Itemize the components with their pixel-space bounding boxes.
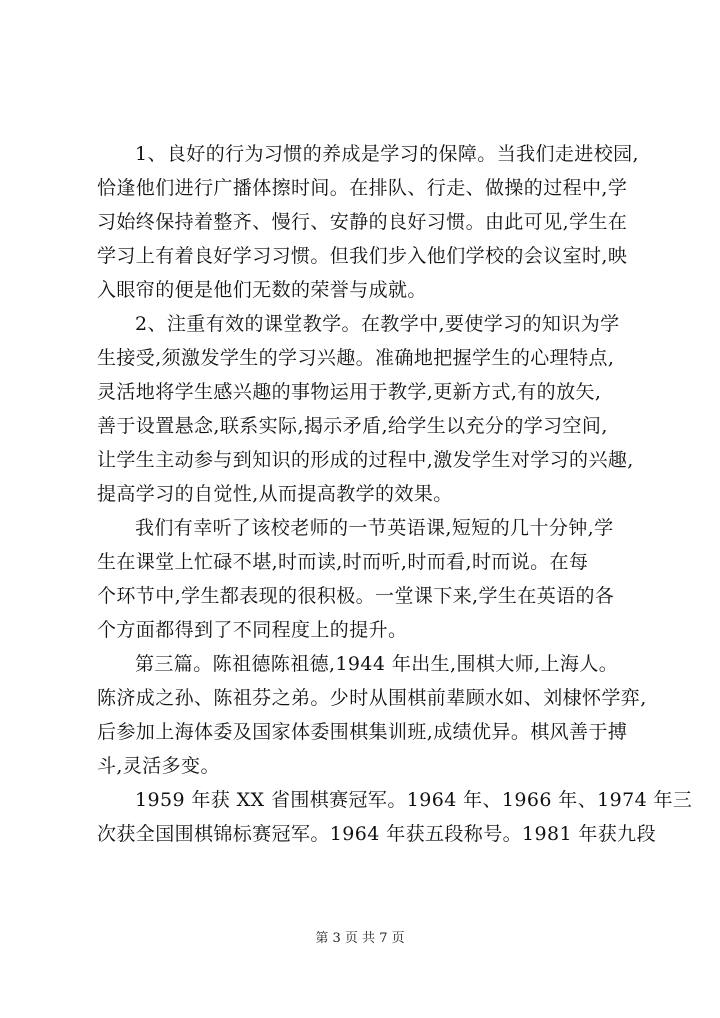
text-line: 灵活地将学生感兴趣的事物运用于教学,更新方式,有的放矢, — [97, 381, 602, 403]
text-line: 个环节中,学生都表现的很积极。一堂课下来,学生在英语的各 — [97, 585, 615, 607]
text-line: 生在课堂上忙碌不堪,时而读,时而听,时而看,时而说。在每 — [97, 551, 589, 573]
text-line: 恰逢他们进行广播体擦时间。在排队、行走、做操的过程中,学 — [97, 177, 628, 199]
text-line: 入眼帘的便是他们无数的荣誉与成就。 — [97, 279, 427, 301]
document-body — [97, 137, 693, 851]
text-line: 我们有幸听了该校老师的一节英语课,短短的几十分钟,学 — [135, 517, 614, 539]
text-line: 陈济成之孙、陈祖芬之弟。少时从围棋前辈顾水如、刘棣怀学弈, — [97, 687, 647, 709]
text-line: 后参加上海体委及国家体委围棋集训班,成绩优异。棋风善于搏 — [97, 721, 628, 743]
text-line: 生接受,须激发学生的学习兴趣。准确地把握学生的心理特点, — [97, 347, 615, 369]
text-line: 第三篇。陈祖德陈祖德,1944 年出生,围棋大师,上海人。 — [135, 653, 619, 675]
page-number-footer: 第 3 页 共 7 页 — [315, 931, 405, 946]
text-line: 学习上有着良好学习习惯。但我们步入他们学校的会议室时,映 — [97, 245, 628, 267]
text-line: 1、良好的行为习惯的养成是学习的保障。当我们走进校园, — [135, 143, 639, 165]
text-line: 提高学习的自觉性,从而提高教学的效果。 — [97, 483, 453, 505]
text-line: 斗,灵活多变。 — [97, 755, 220, 777]
text-line: 2、注重有效的课堂教学。在教学中,要使学习的知识为学 — [135, 313, 620, 335]
text-line: 习始终保持着整齐、慢行、安静的良好习惯。由此可见,学生在 — [97, 211, 628, 233]
text-line: 个方面都得到了不同程度上的提升。 — [97, 619, 408, 641]
text-line: 1959 年获 XX 省围棋赛冠军。1964 年、1966 年、1974 年三 — [135, 789, 693, 811]
text-line: 善于设置悬念,联系实际,揭示矛盾,给学生以充分的学习空间, — [97, 415, 608, 437]
text-line: 让学生主动参与到知识的形成的过程中,激发学生对学习的兴趣, — [97, 449, 634, 471]
text-line: 次获全国围棋锦标赛冠军。1964 年获五段称号。1981 年获九段 — [97, 823, 656, 845]
